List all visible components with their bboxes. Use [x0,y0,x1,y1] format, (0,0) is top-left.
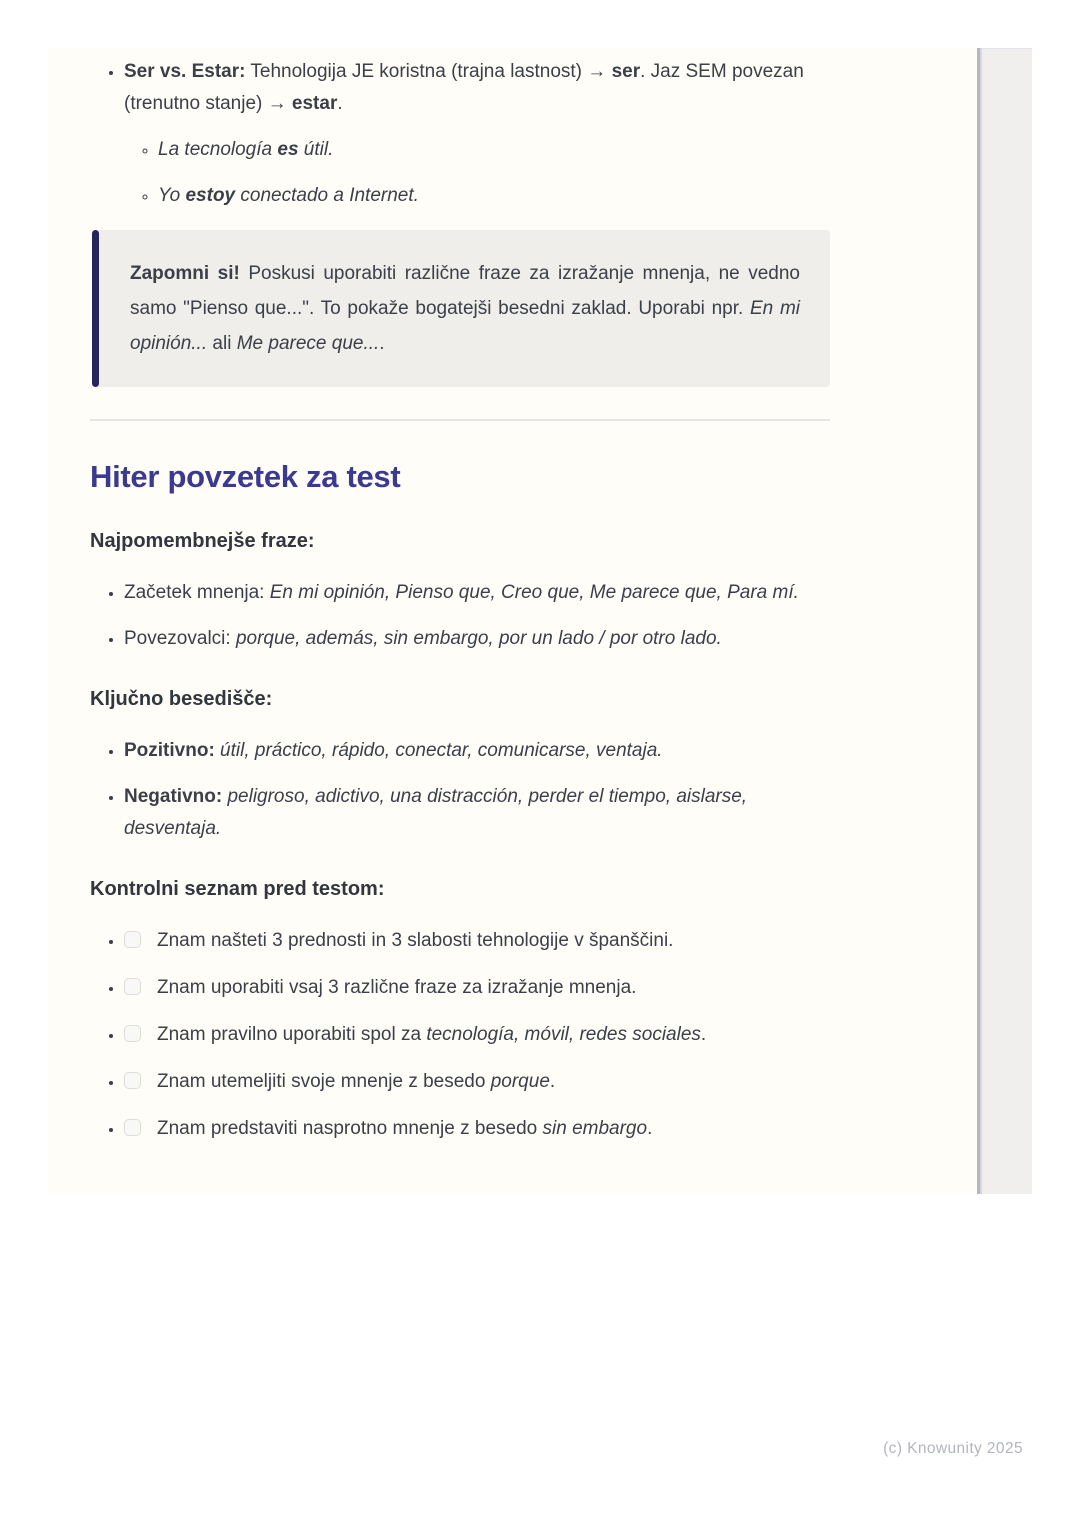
vocab-subheading: Ključno besedišče: [90,688,273,710]
checklist-text: Znam našteti 3 prednosti in 3 slabosti tehnologije v španščini. [157,930,674,951]
item-words: peligroso, adictivo, una distracción, perder el tiempo, aislarse, desventaja. [124,786,748,839]
checklist-italic: porque [490,1071,550,1092]
checklist-italic: tecnología, móvil, redes sociales [426,1024,701,1045]
callout-phrase: Me parece que... [236,333,380,354]
checklist-text: Znam pravilno uporabiti spol za [157,1024,427,1045]
section-divider [90,419,830,421]
document-page [48,48,977,1193]
list-item [124,623,830,655]
ser-estar-label: Ser vs. Estar: [124,61,246,82]
scrollbar-track[interactable] [982,48,1032,1194]
item-phrases: porque, además, sin embargo, por un lado / por otro lado. [235,628,722,649]
callout-body: ali [207,333,237,354]
item-label: Pozitivno: [124,740,215,761]
example-text: Yo [158,185,186,206]
estar-bold: estar [291,93,338,114]
ser-estar-text: Tehnologija JE koristna (trajna lastnost) → [245,61,612,82]
checklist-period: . [549,1071,556,1092]
callout-text [130,256,800,361]
ser-estar-period: . [337,93,343,114]
item-phrases: En mi opinión, Pienso que, Creo que, Me parece que, Para mí. [269,582,799,603]
checklist-item [124,972,830,1004]
item-words: útil, práctico, rápido, conectar, comunicarse, ventaja. [214,740,663,761]
checklist-italic: sin embargo [542,1118,648,1139]
example-item [158,134,830,166]
checkbox[interactable] [124,1119,141,1136]
example-bold: estoy [185,185,236,206]
example-sublist [124,134,830,212]
example-text: La tecnología [158,139,278,160]
list-item [124,781,830,845]
checklist-text: Znam predstaviti nasprotno mnenje z besedo [157,1118,543,1139]
checkbox[interactable] [124,931,141,948]
checklist [90,925,830,1145]
list-item [124,735,830,767]
copyright-note: (c) Knowunity 2025 [883,1440,1023,1457]
example-text: conectado a Internet. [235,185,419,206]
grammar-list [90,56,830,212]
checklist-text: Znam uporabiti vsaj 3 različne fraze za izražanje mnenja. [157,977,637,998]
item-label: Začetek mnenja: [124,582,270,603]
callout-note [92,230,830,387]
checkbox[interactable] [124,1072,141,1089]
checklist-item [124,925,830,957]
callout-body: Poskusi uporabiti različne fraze za izražanje mnenja, ne vedno samo "Pienso que...". To pokaže bogatejši besedni zaklad. Uporabi npr. [130,263,801,319]
callout-body: . [379,333,385,354]
example-text: útil. [298,139,334,160]
item-label: Negativno: [124,786,223,807]
example-item [158,180,830,212]
list-item-ser-estar [124,56,830,212]
checklist-text: Znam utemeljiti svoje mnenje z besedo [157,1071,491,1092]
document-content [90,56,830,1160]
callout-phrase: En mi opinión... [130,298,800,354]
ser-bold: ser [611,61,641,82]
checklist-subheading: Kontrolni seznam pred testom: [90,878,385,900]
example-bold: es [277,139,299,160]
checkbox[interactable] [124,978,141,995]
phrases-subheading: Najpomembnejše fraze: [90,530,315,552]
phrases-list [90,577,830,655]
list-item [124,577,830,609]
summary-heading: Hiter povzetek za test [90,459,401,494]
checklist-item [124,1019,830,1051]
checklist-item [124,1113,830,1145]
checklist-item [124,1066,830,1098]
vocab-list [90,735,830,845]
checklist-period: . [700,1024,707,1045]
checkbox[interactable] [124,1025,141,1042]
item-label: Povezovalci: [124,628,236,649]
ser-estar-text2: . Jaz SEM povezan (trenutno stanje) → [124,61,804,114]
callout-title: Zapomni si! [130,263,240,284]
checklist-period: . [647,1118,653,1139]
